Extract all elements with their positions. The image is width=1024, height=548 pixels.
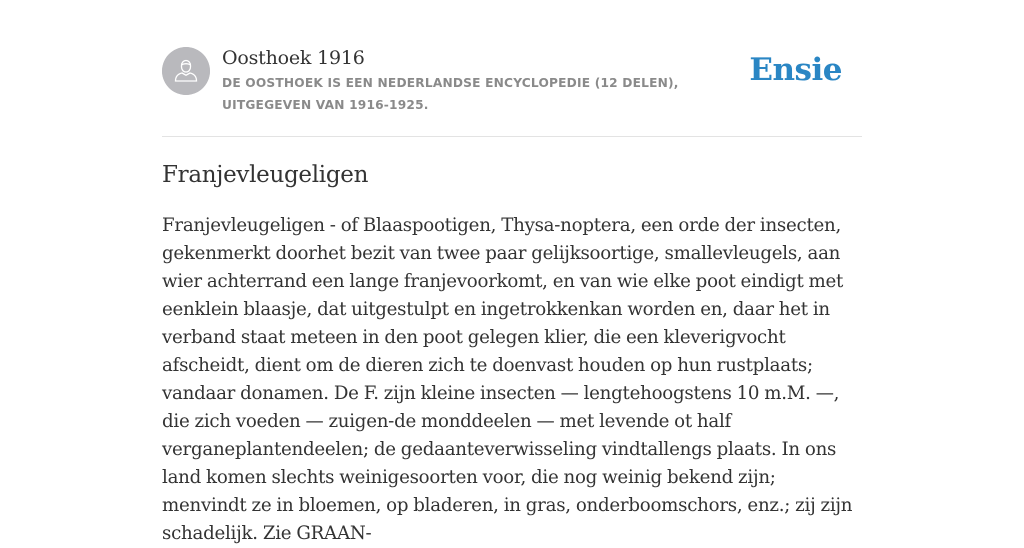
article-title: Franjevleugeligen — [162, 162, 369, 188]
source-header — [162, 0, 862, 137]
article-body: Franjevleugeligen - of Blaaspootigen, Thysa-noptera, een orde der insecten, gekenmerkt doorhet bezit van twee paar gelijksoortige, smallevleugels, aan wier achterrand een lange franjevoorkomt, en van wie elke poot eindigt met eenklein blaasje, dat uitgestulpt en ingetrokkenkan worden en, daar het in verband staat meteen in den poot gelegen klier, die een kleverigvocht afscheidt, dient om de dieren zich te doenvast houden op hun rustplaats; vandaar donamen. De F. zijn kleine insecten — lengtehoogstens 10 m.M. —, die zich voeden — zuigen-de monddeelen — met levende ot half verganeplantendeelen; de gedaanteverwisseling vindtallengs plaats. In ons land komen slechts weinigesoorten voor, die nog weinig bekend zijn; menvindt ze in bloemen, op bladeren, in gras, onderboomschors, enz.; zij zijn schadelijk. Zie GRAAN- — [162, 215, 853, 544]
page-container — [162, 0, 862, 544]
source-description: DE OOSTHOEK IS EEN NEDERLANDSE ENCYCLOPEDIE (12 DELEN), UITGEGEVEN VAN 1916-1925. — [222, 76, 679, 112]
ensie-logo[interactable]: Ensie — [749, 52, 842, 88]
user-avatar-icon — [162, 47, 210, 95]
source-title[interactable]: Oosthoek 1916 — [222, 47, 365, 69]
source-info — [222, 45, 762, 116]
